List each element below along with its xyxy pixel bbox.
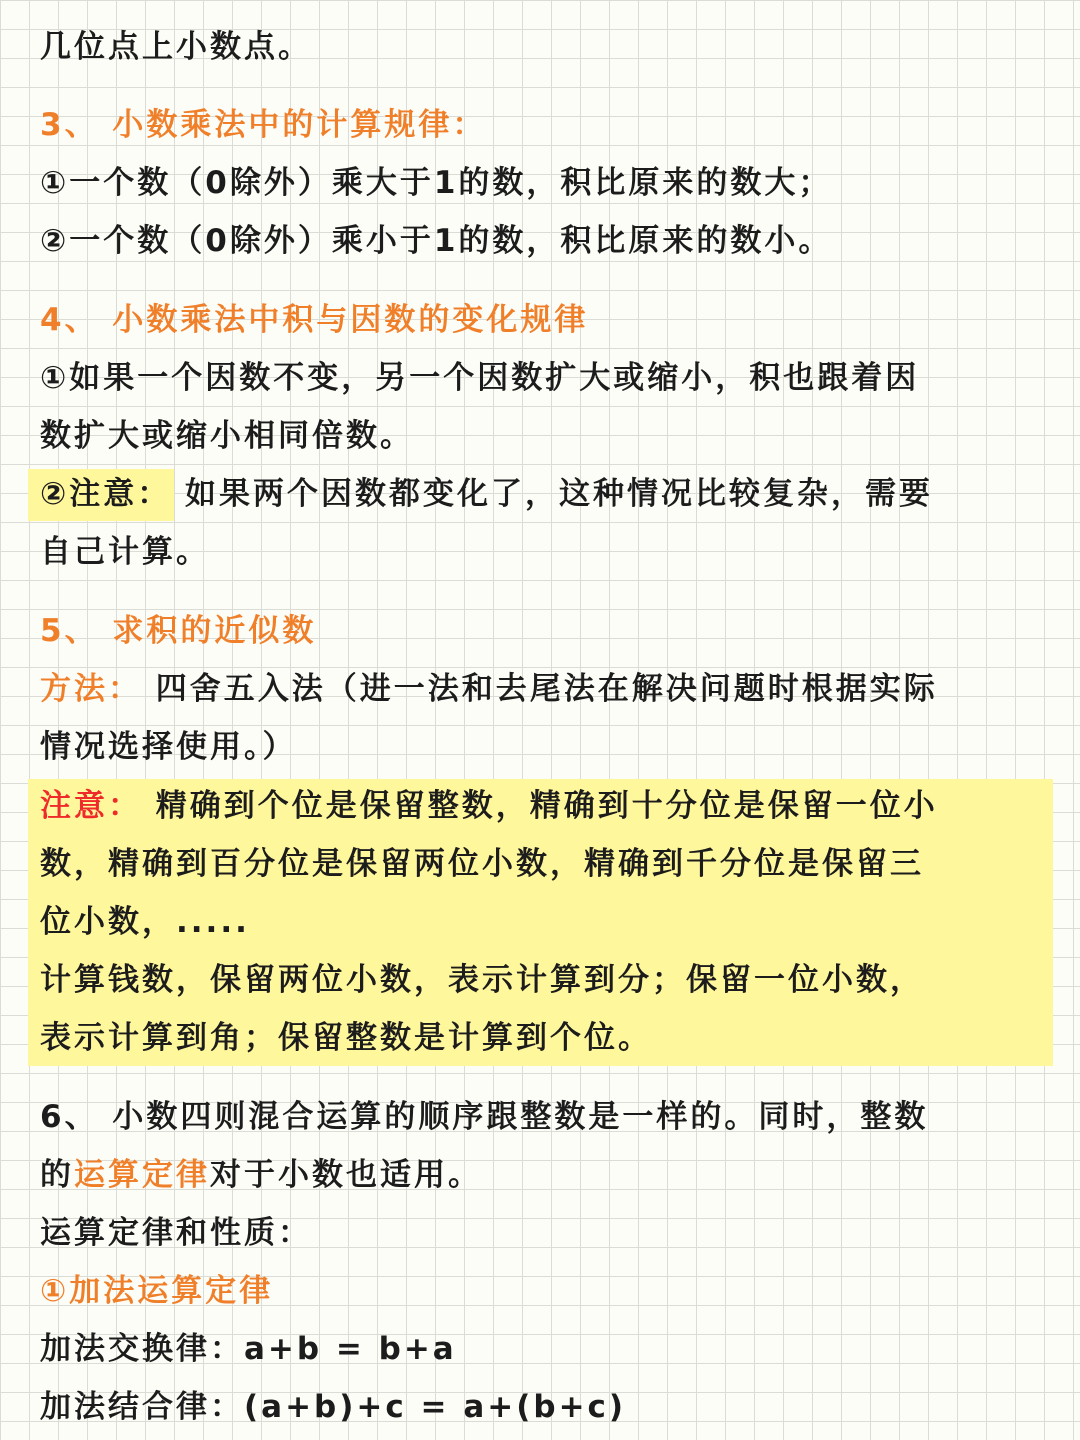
commutative-law: 加法交换律：a+b = b+a	[40, 1331, 457, 1367]
operation-law-highlight: 运算定律	[74, 1157, 210, 1193]
note-line	[40, 465, 1050, 523]
note-label: 注意：	[40, 788, 142, 824]
section-6-line: 6、 小数四则混合运算的顺序跟整数是一样的。同时，整数	[40, 1099, 929, 1135]
note-label: ②注意：	[40, 476, 172, 512]
rule-line: ①一个数（0除外）乘大于1的数，积比原来的数大；	[40, 165, 833, 201]
money-line: 表示计算到角；保留整数是计算到个位。	[40, 1020, 652, 1056]
note-line: 数，精确到百分位是保留两位小数，精确到千分位是保留三	[40, 846, 924, 882]
section-heading-4: 4、 小数乘法中积与因数的变化规律	[40, 302, 589, 338]
section-heading-3: 3、 小数乘法中的计算规律：	[40, 107, 487, 143]
addition-laws-heading: ①加法运算定律	[40, 1273, 274, 1309]
text-span: 的	[40, 1157, 74, 1193]
note-line: 自己计算。	[40, 534, 210, 570]
note-line	[40, 777, 1050, 835]
money-line: 计算钱数，保留两位小数，表示计算到分；保留一位小数，	[40, 962, 924, 998]
note-line: 位小数，.....	[40, 904, 250, 940]
associative-law: 加法结合律：(a+b)+c = a+(b+c)	[40, 1389, 627, 1425]
method-line: 情况选择使用。）	[40, 729, 297, 765]
text-line: 几位点上小数点。	[40, 29, 312, 65]
rule-line: ①如果一个因数不变，另一个因数扩大或缩小，积也跟着因	[40, 360, 920, 396]
note-text: 如果两个因数都变化了，这种情况比较复杂，需要	[185, 476, 934, 512]
note-text: 精确到个位是保留整数，精确到十分位是保留一位小	[155, 788, 938, 824]
section-heading-5: 5、 求积的近似数	[40, 613, 317, 649]
method-label: 方法：	[40, 671, 142, 707]
method-line	[40, 660, 1050, 718]
section-6-line	[40, 1146, 1050, 1204]
rule-line: 数扩大或缩小相同倍数。	[40, 418, 414, 454]
text-span: 对于小数也适用。	[210, 1157, 482, 1193]
laws-heading: 运算定律和性质：	[40, 1215, 312, 1251]
rule-line: ②一个数（0除外）乘小于1的数，积比原来的数小。	[40, 223, 833, 259]
method-text: 四舍五入法（进一法和去尾法在解决问题时根据实际	[155, 671, 938, 707]
